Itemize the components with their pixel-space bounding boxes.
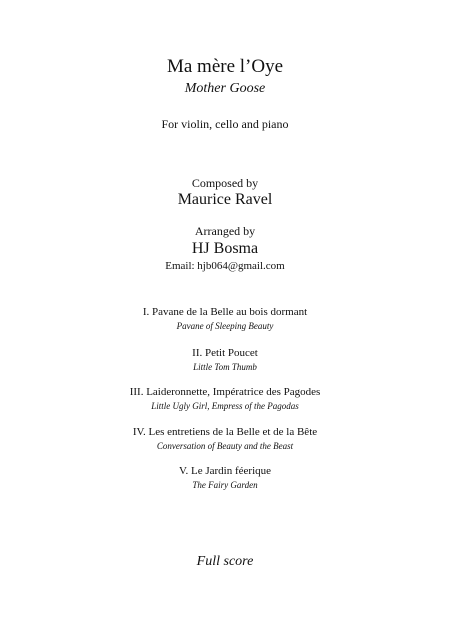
movement-title: I. Pavane de la Belle au bois dormant bbox=[142, 306, 308, 318]
work-subtitle: Mother Goose bbox=[184, 81, 266, 96]
movement-translation: Conversation of Beauty and the Beast bbox=[156, 441, 294, 451]
work-title: Ma mère l’Oye bbox=[166, 56, 284, 77]
movement-translation: The Fairy Garden bbox=[192, 480, 258, 490]
movement-translation: Pavane of Sleeping Beauty bbox=[176, 321, 274, 331]
movement-title: II. Petit Poucet bbox=[192, 347, 258, 359]
movement-translation: Little Ugly Girl, Empress of the Pagodas bbox=[151, 401, 299, 411]
arranger-email: Email: hjb064@gmail.com bbox=[165, 260, 285, 272]
score-type-label: Full score bbox=[196, 554, 254, 569]
composed-by-label: Composed by bbox=[191, 176, 259, 190]
movement-translation: Little Tom Thumb bbox=[193, 362, 257, 372]
movement-title: III. Laideronnette, Impératrice des Pagodes bbox=[129, 386, 321, 398]
movement-title: IV. Les entretiens de la Belle et de la Bête bbox=[132, 426, 318, 438]
arranged-by-label: Arranged by bbox=[194, 224, 256, 238]
instrumentation: For violin, cello and piano bbox=[161, 117, 289, 131]
composer-name: Maurice Ravel bbox=[177, 191, 273, 208]
movement-title: V. Le Jardin féerique bbox=[178, 465, 272, 477]
arranger-name: HJ Bosma bbox=[191, 240, 259, 257]
